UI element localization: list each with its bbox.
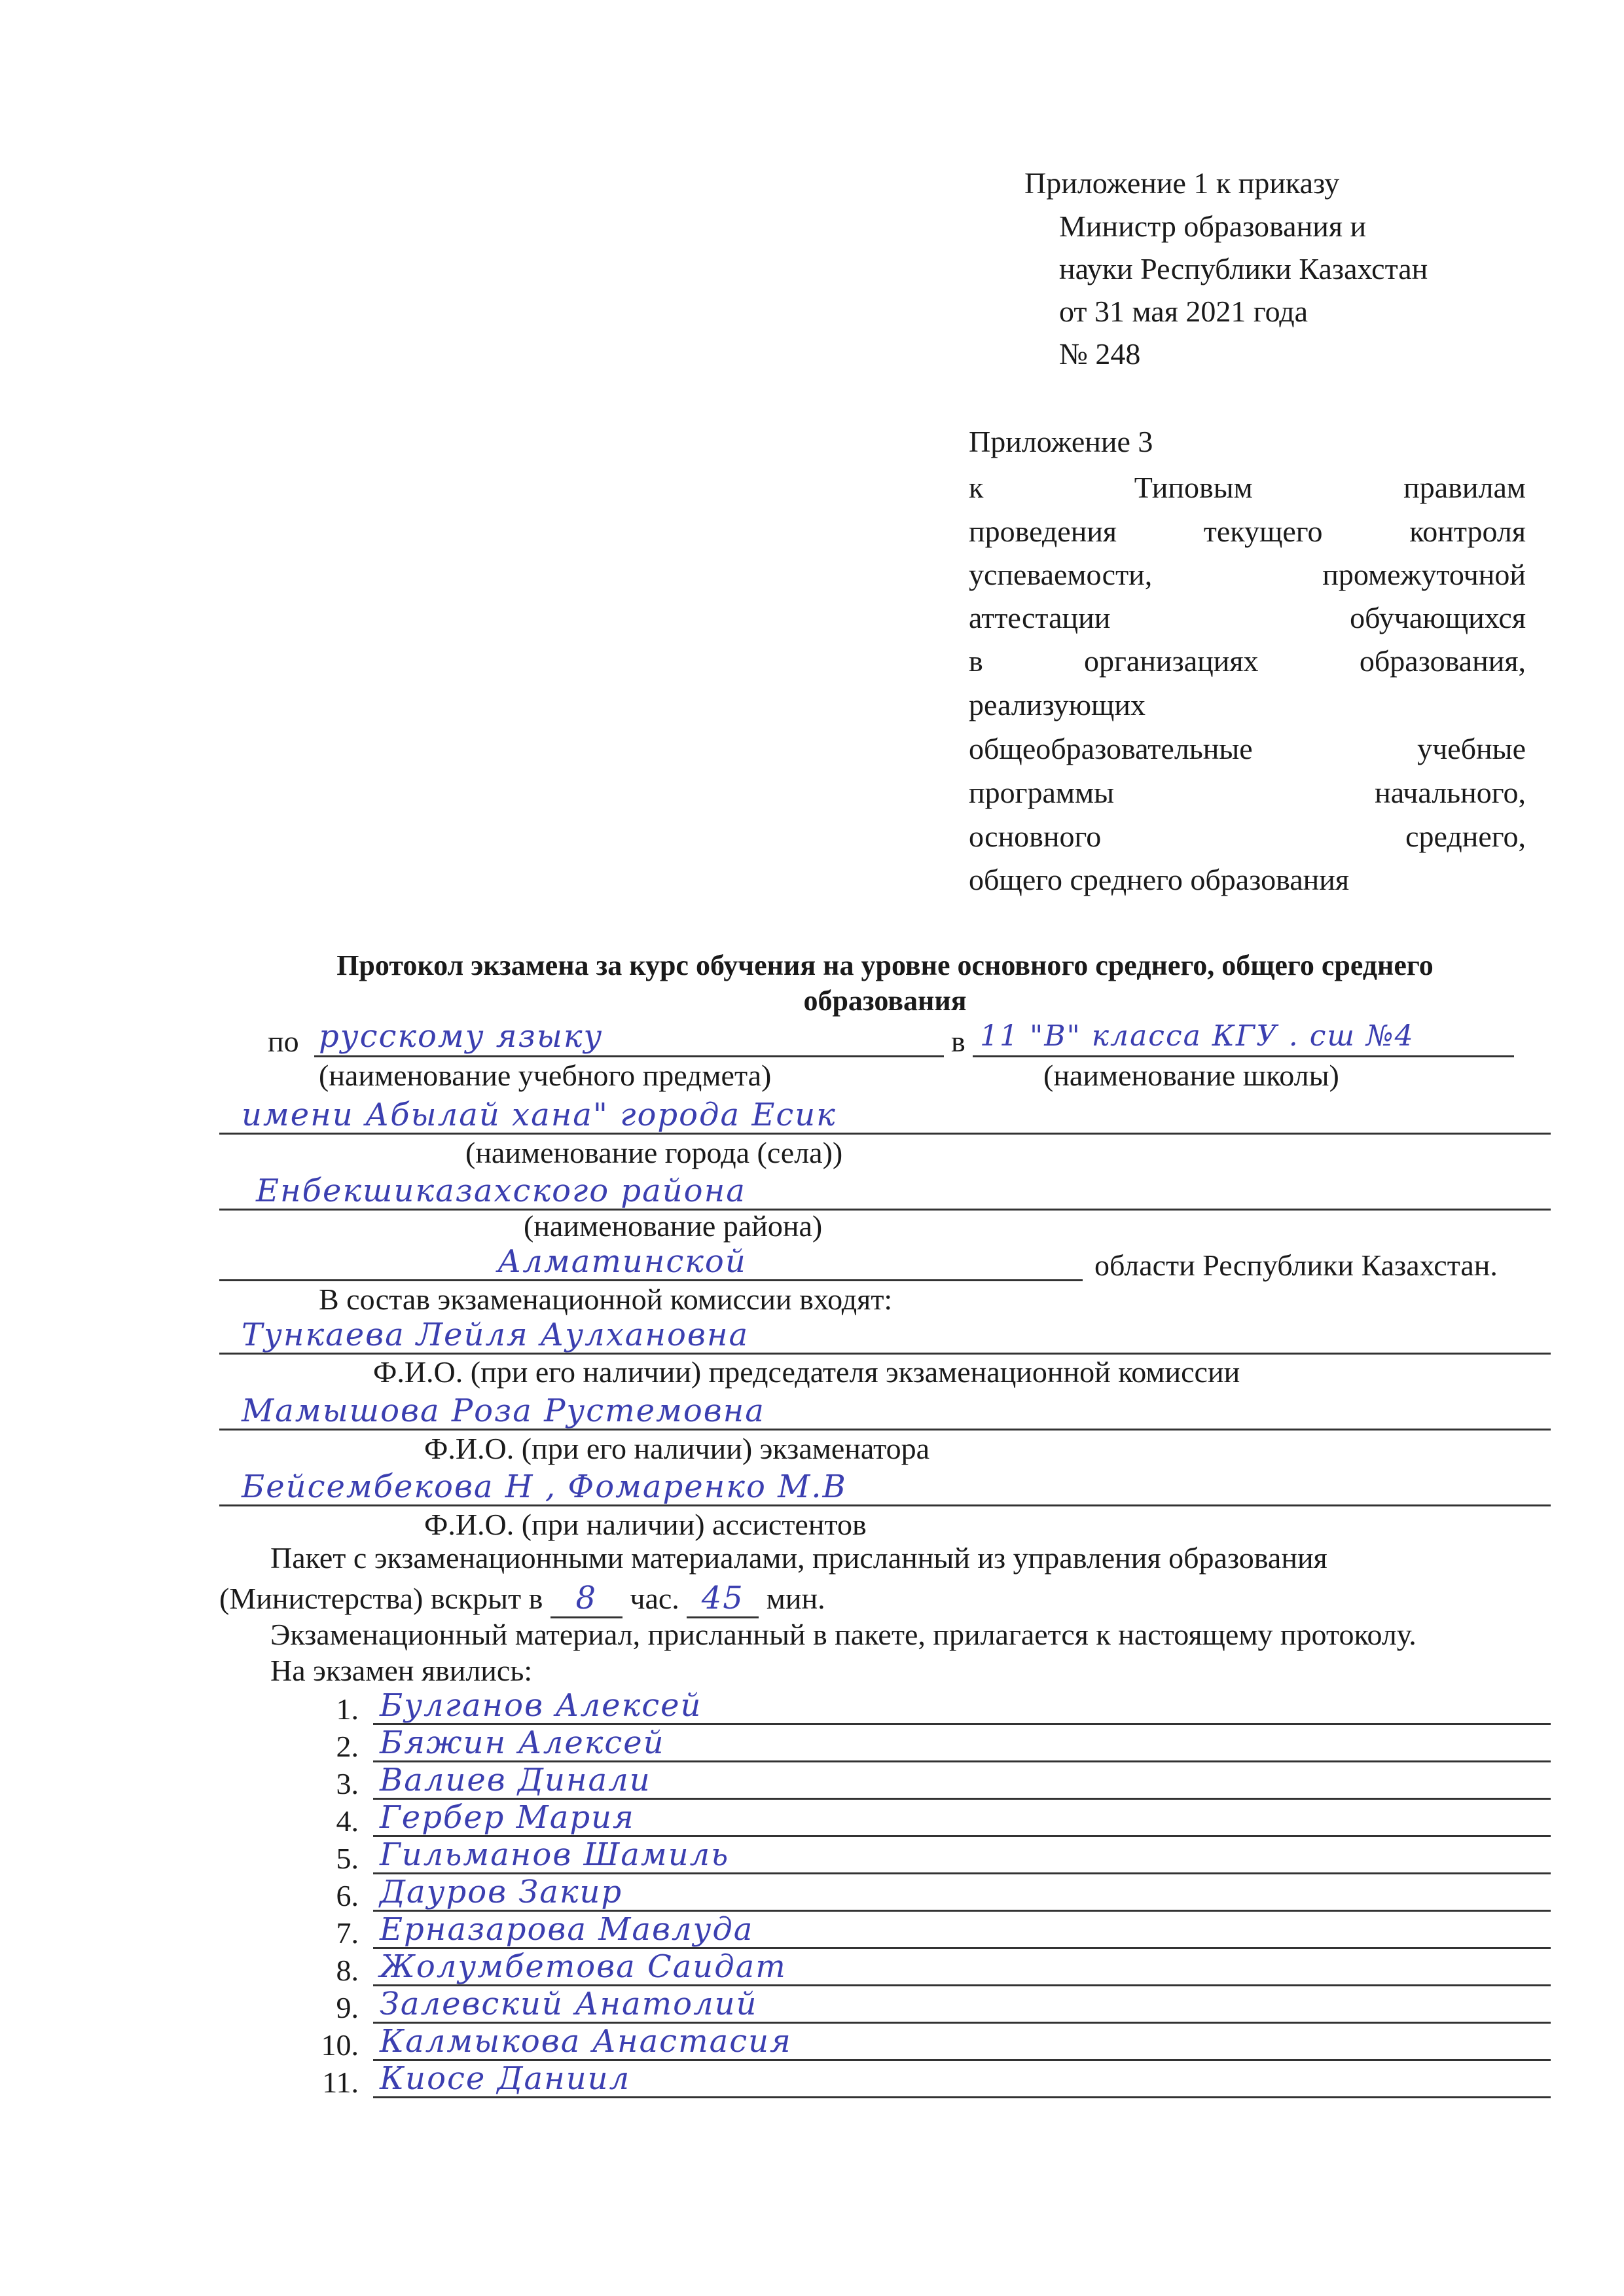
annex1-line: № 248 (1059, 337, 1141, 371)
attendee-number: 8. (336, 1954, 359, 1987)
city-caption: (наименование города (села)) (465, 1136, 843, 1169)
district-caption: (наименование района) (524, 1209, 823, 1243)
annex3-line: реализующих (969, 688, 1146, 721)
annex3-line: общего среднего образования (969, 863, 1349, 896)
school-underline (973, 1055, 1514, 1057)
attendee-number: 5. (336, 1842, 359, 1875)
hour-field[interactable]: 8 (575, 1580, 598, 1616)
hour-label: час. (630, 1582, 679, 1615)
city-field[interactable]: имени Абылай хана" города Есик (242, 1097, 837, 1133)
annex3-line: основного среднего, (969, 820, 1526, 853)
chair-caption: Ф.И.О. (при его наличии) председателя экзаменационной комиссии (373, 1355, 1240, 1389)
examiner-caption: Ф.И.О. (при его наличии) экзаменатора (424, 1432, 930, 1465)
region-field[interactable]: Алматинской (497, 1243, 747, 1280)
annex1-line: Приложение 1 к приказу (1024, 166, 1340, 200)
package-opened-line (219, 1580, 825, 1618)
attended-label: На экзамен явились: (270, 1654, 533, 1687)
annex3-line: в организациях образования, (969, 644, 1526, 678)
attendee-number: 6. (336, 1879, 359, 1912)
subject-field[interactable]: русскому языку (319, 1018, 604, 1055)
annex3-line: аттестации обучающихся (969, 601, 1526, 634)
annex1-line: от 31 мая 2021 года (1059, 295, 1308, 328)
attendee-name[interactable]: Бяжин Алексей (380, 1724, 665, 1761)
attendee-number: 2. (336, 1730, 359, 1763)
attendee-name[interactable]: Ерназарова Мавлуда (380, 1911, 754, 1948)
commission-intro: В состав экзаменационной комиссии входят: (319, 1283, 893, 1316)
assistants-field[interactable]: Бейсембекова Н , Фомаренко М.В (242, 1468, 847, 1505)
attendee-number: 10. (321, 2028, 359, 2062)
annex1-line: Министр образования и (1059, 210, 1367, 243)
attendee-name[interactable]: Гильманов Шамиль (380, 1836, 730, 1873)
attendee-name[interactable]: Калмыкова Анастасия (380, 2023, 792, 2060)
annex3-line: успеваемости, промежуточной (969, 558, 1526, 591)
package-opened-text: (Министерства) вскрыт в (219, 1582, 543, 1615)
attendee-name[interactable]: Валиев Динали (380, 1762, 651, 1798)
attendee-name[interactable]: Дауров Закир (380, 1874, 623, 1910)
attendee-name[interactable]: Жолумбетова Саидат (380, 1948, 787, 1985)
attendee-name[interactable]: Гербер Мария (380, 1799, 635, 1836)
examiner-field[interactable]: Мамышова Роза Рустемовна (242, 1393, 765, 1429)
attendee-number: 3. (336, 1767, 359, 1800)
annex3-line: программы начального, (969, 776, 1526, 809)
annex3-line: проведения текущего контроля (969, 515, 1526, 548)
document-title: Протокол экзамена за курс обучения на уровне основного среднего, общего среднего (336, 949, 1434, 981)
material-line: Экзаменационный материал, присланный в пакете, прилагается к настоящему протоколу. (270, 1618, 1416, 1651)
assistants-caption: Ф.И.О. (при наличии) ассистентов (424, 1508, 867, 1541)
attendee-number: 9. (336, 1991, 359, 2024)
document-title-cont: образования (803, 985, 967, 1017)
subject-underline (314, 1055, 944, 1057)
minute-label: мин. (766, 1582, 825, 1615)
region-suffix: области Республики Казахстан. (1094, 1248, 1498, 1282)
v-label: в (951, 1025, 965, 1058)
package-line: Пакет с экзаменационными материалами, присланный из управления образования (270, 1541, 1327, 1575)
school-field[interactable]: 11 "В" класса КГУ . сш №4 (980, 1019, 1415, 1053)
district-field[interactable]: Енбекшиказахского района (256, 1173, 746, 1209)
subject-caption: (наименование учебного предмета) (319, 1059, 772, 1092)
minute-field[interactable]: 45 (701, 1580, 744, 1616)
annex3-line: к Типовым правилам (969, 471, 1526, 504)
annex3-line: Приложение 3 (969, 425, 1153, 458)
school-caption: (наименование школы) (1043, 1059, 1339, 1092)
attendee-name[interactable]: Булганов Алексей (380, 1687, 702, 1724)
attendee-number: 4. (336, 1804, 359, 1838)
attendee-number: 7. (336, 1916, 359, 1950)
attendee-number: 11. (322, 2066, 359, 2099)
attendee-name[interactable]: Киосе Даниил (380, 2060, 631, 2097)
annex1-line: науки Республики Казахстан (1059, 252, 1428, 285)
annex3-line: общеобразовательные учебные (969, 732, 1526, 765)
chair-field[interactable]: Тункаева Лейля Аулхановна (242, 1317, 749, 1353)
po-label: по (268, 1025, 299, 1058)
attendee-name[interactable]: Залевский Анатолий (380, 1986, 758, 2022)
attendee-number: 1. (336, 1692, 359, 1726)
